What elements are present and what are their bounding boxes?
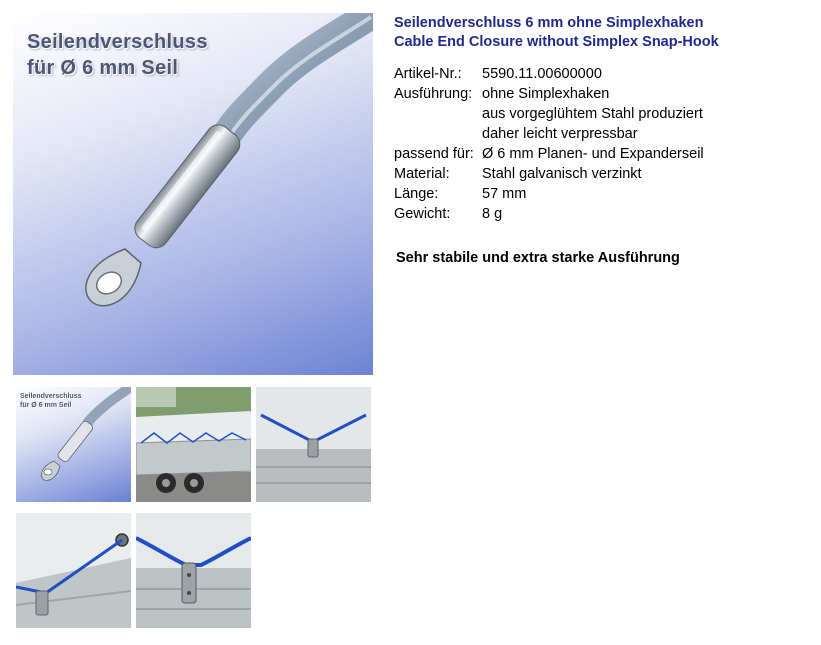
spec-row-material [394,164,814,184]
thumbnail-caption-line-2: für Ø 6 mm Seil [20,402,72,409]
spec-label: Ausführung: [394,86,473,102]
spec-value: ohne Simplexhaken [482,86,610,102]
spec-row-suitable-for [394,144,814,164]
spec-label [394,124,482,144]
spec-row-version [394,84,814,104]
main-image-caption [27,29,208,81]
spec-row-length [394,184,814,204]
spec-value: Stahl galvanisch verzinkt [482,166,642,182]
thumbnail-tarp-eyelet-detail[interactable] [16,513,131,628]
caption-line-1: Seilendverschluss [27,31,208,53]
spec-label: Artikel-Nr.: [394,66,462,82]
product-remark: Sehr stabile und extra starke Ausführung [396,250,680,266]
spec-value: 57 mm [482,186,527,202]
spec-label [394,104,482,124]
thumbnail-caption-line-1: Seilendverschluss [20,393,82,400]
spec-row-article-number [394,64,814,84]
thumbnail-cable-end-closure[interactable] [16,387,131,502]
spec-label: Gewicht: [394,206,451,222]
product-specs-table [394,64,814,224]
spec-row-version-cont-2 [394,124,814,144]
thumbnail-image [136,387,251,502]
thumbnail-image [256,387,371,502]
thumbnail-caption [20,392,81,410]
spec-row-version-cont-1 [394,104,814,124]
thumbnail-rope-clamp-detail[interactable] [136,513,251,628]
product-title [394,14,814,52]
spec-label: Länge: [394,186,439,202]
spec-value: Ø 6 mm Planen- und Expanderseil [482,146,704,162]
thumbnail-image [136,513,251,628]
product-title-english: Cable End Closure without Simplex Snap-Hook [394,34,719,50]
thumbnail-image [16,513,131,628]
spec-label: passend für: [394,146,474,162]
spec-row-weight [394,204,814,224]
spec-label: Material: [394,166,450,182]
thumbnail-trailer-with-tarp[interactable] [136,387,251,502]
spec-value: aus vorgeglühtem Stahl produziert [482,106,703,122]
thumbnail-tarp-rope-corner-detail[interactable] [256,387,371,502]
product-title-german: Seilendverschluss 6 mm ohne Simplexhaken [394,15,704,31]
spec-value: 8 g [482,206,503,222]
caption-line-2: für Ø 6 mm Seil [27,57,179,79]
main-product-image[interactable] [13,13,373,375]
spec-value: 5590.11.00600000 [482,66,602,82]
spec-value: daher leicht verpressbar [482,126,638,142]
